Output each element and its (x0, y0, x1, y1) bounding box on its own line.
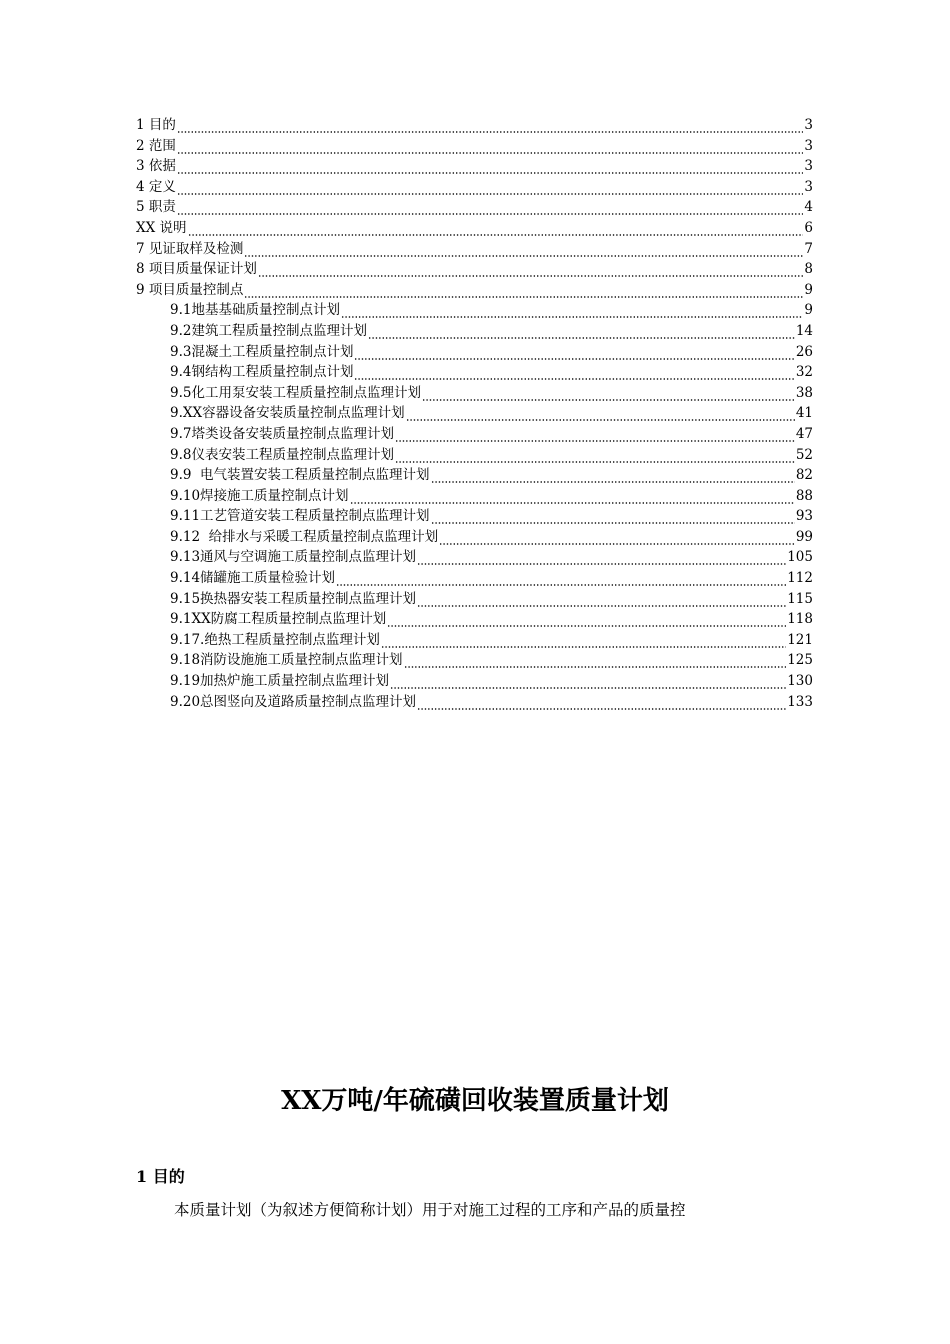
toc-leader-dots (417, 589, 786, 609)
toc-leader-dots (177, 197, 804, 217)
toc-entry[interactable] (170, 403, 813, 424)
toc-entry[interactable] (136, 259, 813, 280)
toc-entry-title: 9 项目质量控制点 (136, 281, 244, 298)
toc-entry-title: 9.20总图竖向及道路质量控制点监理计划 (170, 693, 417, 710)
toc-entry-title: 9.8仪表安装工程质量控制点监理计划 (170, 446, 394, 463)
toc-entry-page: 47 (795, 425, 813, 442)
toc-entry-title: 9.14储罐施工质量检验计划 (170, 570, 336, 587)
toc-entry[interactable] (170, 445, 813, 466)
table-of-contents (0, 115, 950, 712)
toc-entry-title: 9.3混凝土工程质量控制点计划 (170, 343, 354, 360)
toc-leader-dots (417, 547, 786, 567)
toc-leader-dots (431, 506, 795, 526)
section-heading: 1 目的 (136, 1167, 185, 1186)
toc-entry-page: 3 (804, 117, 813, 133)
toc-entry-page: 32 (795, 364, 813, 381)
toc-leader-dots (390, 671, 786, 691)
toc-entry-title: 9.1地基基础质量控制点计划 (170, 302, 340, 319)
toc-entry[interactable] (170, 342, 813, 363)
toc-entry[interactable] (136, 197, 813, 218)
toc-entry[interactable] (170, 506, 813, 527)
toc-entry-title: 9.2建筑工程质量控制点监理计划 (170, 322, 367, 339)
toc-entry[interactable] (170, 630, 813, 651)
toc-entry[interactable] (170, 568, 813, 589)
toc-entry-title: 9.17.绝热工程质量控制点监理计划 (170, 631, 380, 648)
toc-entry-title: 5 职责 (136, 199, 176, 216)
toc-entry[interactable] (136, 239, 813, 260)
toc-entry[interactable] (170, 692, 813, 713)
toc-entry-page: 26 (795, 343, 813, 360)
toc-entry-title: 9.18消防设施施工质量控制点监理计划 (170, 652, 403, 669)
toc-entry-page: 133 (787, 693, 813, 710)
toc-entry-page: 38 (795, 384, 813, 401)
toc-entry-title: 9.11工艺管道安装工程质量控制点监理计划 (170, 508, 430, 525)
toc-entry[interactable] (136, 280, 813, 301)
toc-leader-dots (387, 609, 786, 629)
toc-entry-title: 9.7塔类设备安装质量控制点监理计划 (170, 425, 394, 442)
toc-entry-page: 82 (795, 467, 813, 484)
toc-entry-page: 3 (804, 178, 813, 195)
toc-entry-page: 105 (787, 549, 813, 566)
toc-leader-dots (354, 362, 794, 382)
toc-entry-page: 130 (787, 673, 813, 690)
toc-entry-title: 9.1XX防腐工程质量控制点监理计划 (170, 611, 387, 628)
toc-entry-page: 8 (804, 261, 813, 278)
toc-entry-page: 115 (787, 590, 813, 607)
toc-entry-title: 3 依据 (136, 158, 176, 175)
toc-entry[interactable] (170, 547, 813, 568)
toc-leader-dots (354, 342, 794, 362)
toc-entry-title: 7 见证取样及检测 (136, 240, 244, 257)
toc-entry[interactable] (170, 589, 813, 610)
toc-entry-page: 125 (787, 652, 813, 669)
toc-entry-page: 6 (804, 219, 813, 236)
toc-entry-title: 9.9 电气装置安装工程质量控制点监理计划 (170, 467, 430, 484)
toc-entry[interactable] (170, 527, 813, 548)
toc-entry-page: 88 (795, 487, 813, 504)
toc-leader-dots (368, 321, 795, 341)
toc-entry-title: 9.10焊接施工质量控制点计划 (170, 487, 349, 504)
toc-entry-title: 9.19加热炉施工质量控制点监理计划 (170, 673, 390, 690)
toc-leader-dots (177, 115, 804, 135)
toc-leader-dots (381, 630, 786, 650)
toc-entry-page: 3 (804, 158, 813, 175)
toc-entry[interactable] (136, 177, 813, 198)
toc-entry-title: 9.15换热器安装工程质量控制点监理计划 (170, 590, 417, 607)
toc-entry-page: 41 (795, 405, 813, 422)
toc-entry[interactable] (170, 362, 813, 383)
toc-entry[interactable] (170, 465, 813, 486)
toc-leader-dots (417, 692, 786, 712)
section-paragraph: 本质量计划（为叙述方便简称计划）用于对施工过程的工序和产品的质量控 (174, 1201, 686, 1219)
toc-entry-title: 9.XX容器设备安装质量控制点监理计划 (170, 405, 405, 422)
toc-entry-page: 118 (787, 611, 813, 628)
toc-leader-dots (177, 136, 804, 156)
toc-leader-dots (177, 156, 804, 176)
toc-entry[interactable] (170, 609, 813, 630)
toc-entry[interactable] (136, 136, 813, 157)
toc-entry-title: 1 目的 (136, 117, 176, 133)
document-title: XX万吨/年硫磺回收装置质量计划 (281, 1086, 669, 1116)
toc-leader-dots (350, 486, 795, 506)
toc-entry-page: 4 (804, 199, 813, 216)
toc-entry-page: 112 (787, 570, 813, 587)
toc-leader-dots (406, 403, 795, 423)
toc-entry[interactable] (170, 300, 813, 321)
toc-entry-title: 4 定义 (136, 178, 176, 195)
toc-entry[interactable] (136, 115, 813, 136)
toc-entry[interactable] (170, 486, 813, 507)
toc-entry-page: 52 (795, 446, 813, 463)
toc-entry-page: 99 (795, 528, 813, 545)
toc-entry-page: 9 (804, 302, 813, 319)
toc-entry-title: 9.12 给排水与采暖工程质量控制点监理计划 (170, 528, 439, 545)
toc-entry[interactable] (170, 321, 813, 342)
toc-entry[interactable] (170, 383, 813, 404)
toc-entry-page: 14 (795, 322, 813, 339)
toc-entry-title: 9.4钢结构工程质量控制点计划 (170, 364, 354, 381)
toc-leader-dots (341, 300, 803, 320)
toc-leader-dots (439, 527, 795, 547)
toc-entry-title: 2 范围 (136, 137, 176, 154)
toc-entry[interactable] (136, 156, 813, 177)
toc-entry[interactable] (170, 424, 813, 445)
toc-entry-page: 121 (787, 631, 813, 648)
toc-leader-dots (177, 177, 804, 197)
toc-entry-page: 9 (804, 281, 813, 298)
toc-leader-dots (431, 465, 795, 485)
toc-entry-title: 8 项目质量保证计划 (136, 261, 257, 278)
toc-leader-dots (395, 424, 795, 444)
toc-leader-dots (244, 239, 803, 259)
toc-leader-dots (404, 650, 787, 670)
toc-leader-dots (258, 259, 804, 279)
toc-leader-dots (244, 280, 803, 300)
toc-entry-page: 7 (804, 240, 813, 257)
toc-entry-title: 9.13通风与空调施工质量控制点监理计划 (170, 549, 417, 566)
toc-entry-title: 9.5化工用泵安装工程质量控制点监理计划 (170, 384, 421, 401)
toc-entry[interactable] (170, 650, 813, 671)
toc-leader-dots (188, 218, 804, 238)
toc-leader-dots (422, 383, 795, 403)
toc-entry[interactable] (136, 218, 813, 239)
toc-entry-page: 93 (795, 508, 813, 525)
toc-entry-title: XX 说明 (136, 219, 187, 236)
toc-entry[interactable] (170, 671, 813, 692)
toc-entry-page: 3 (804, 137, 813, 154)
toc-leader-dots (336, 568, 786, 588)
toc-leader-dots (395, 445, 795, 465)
